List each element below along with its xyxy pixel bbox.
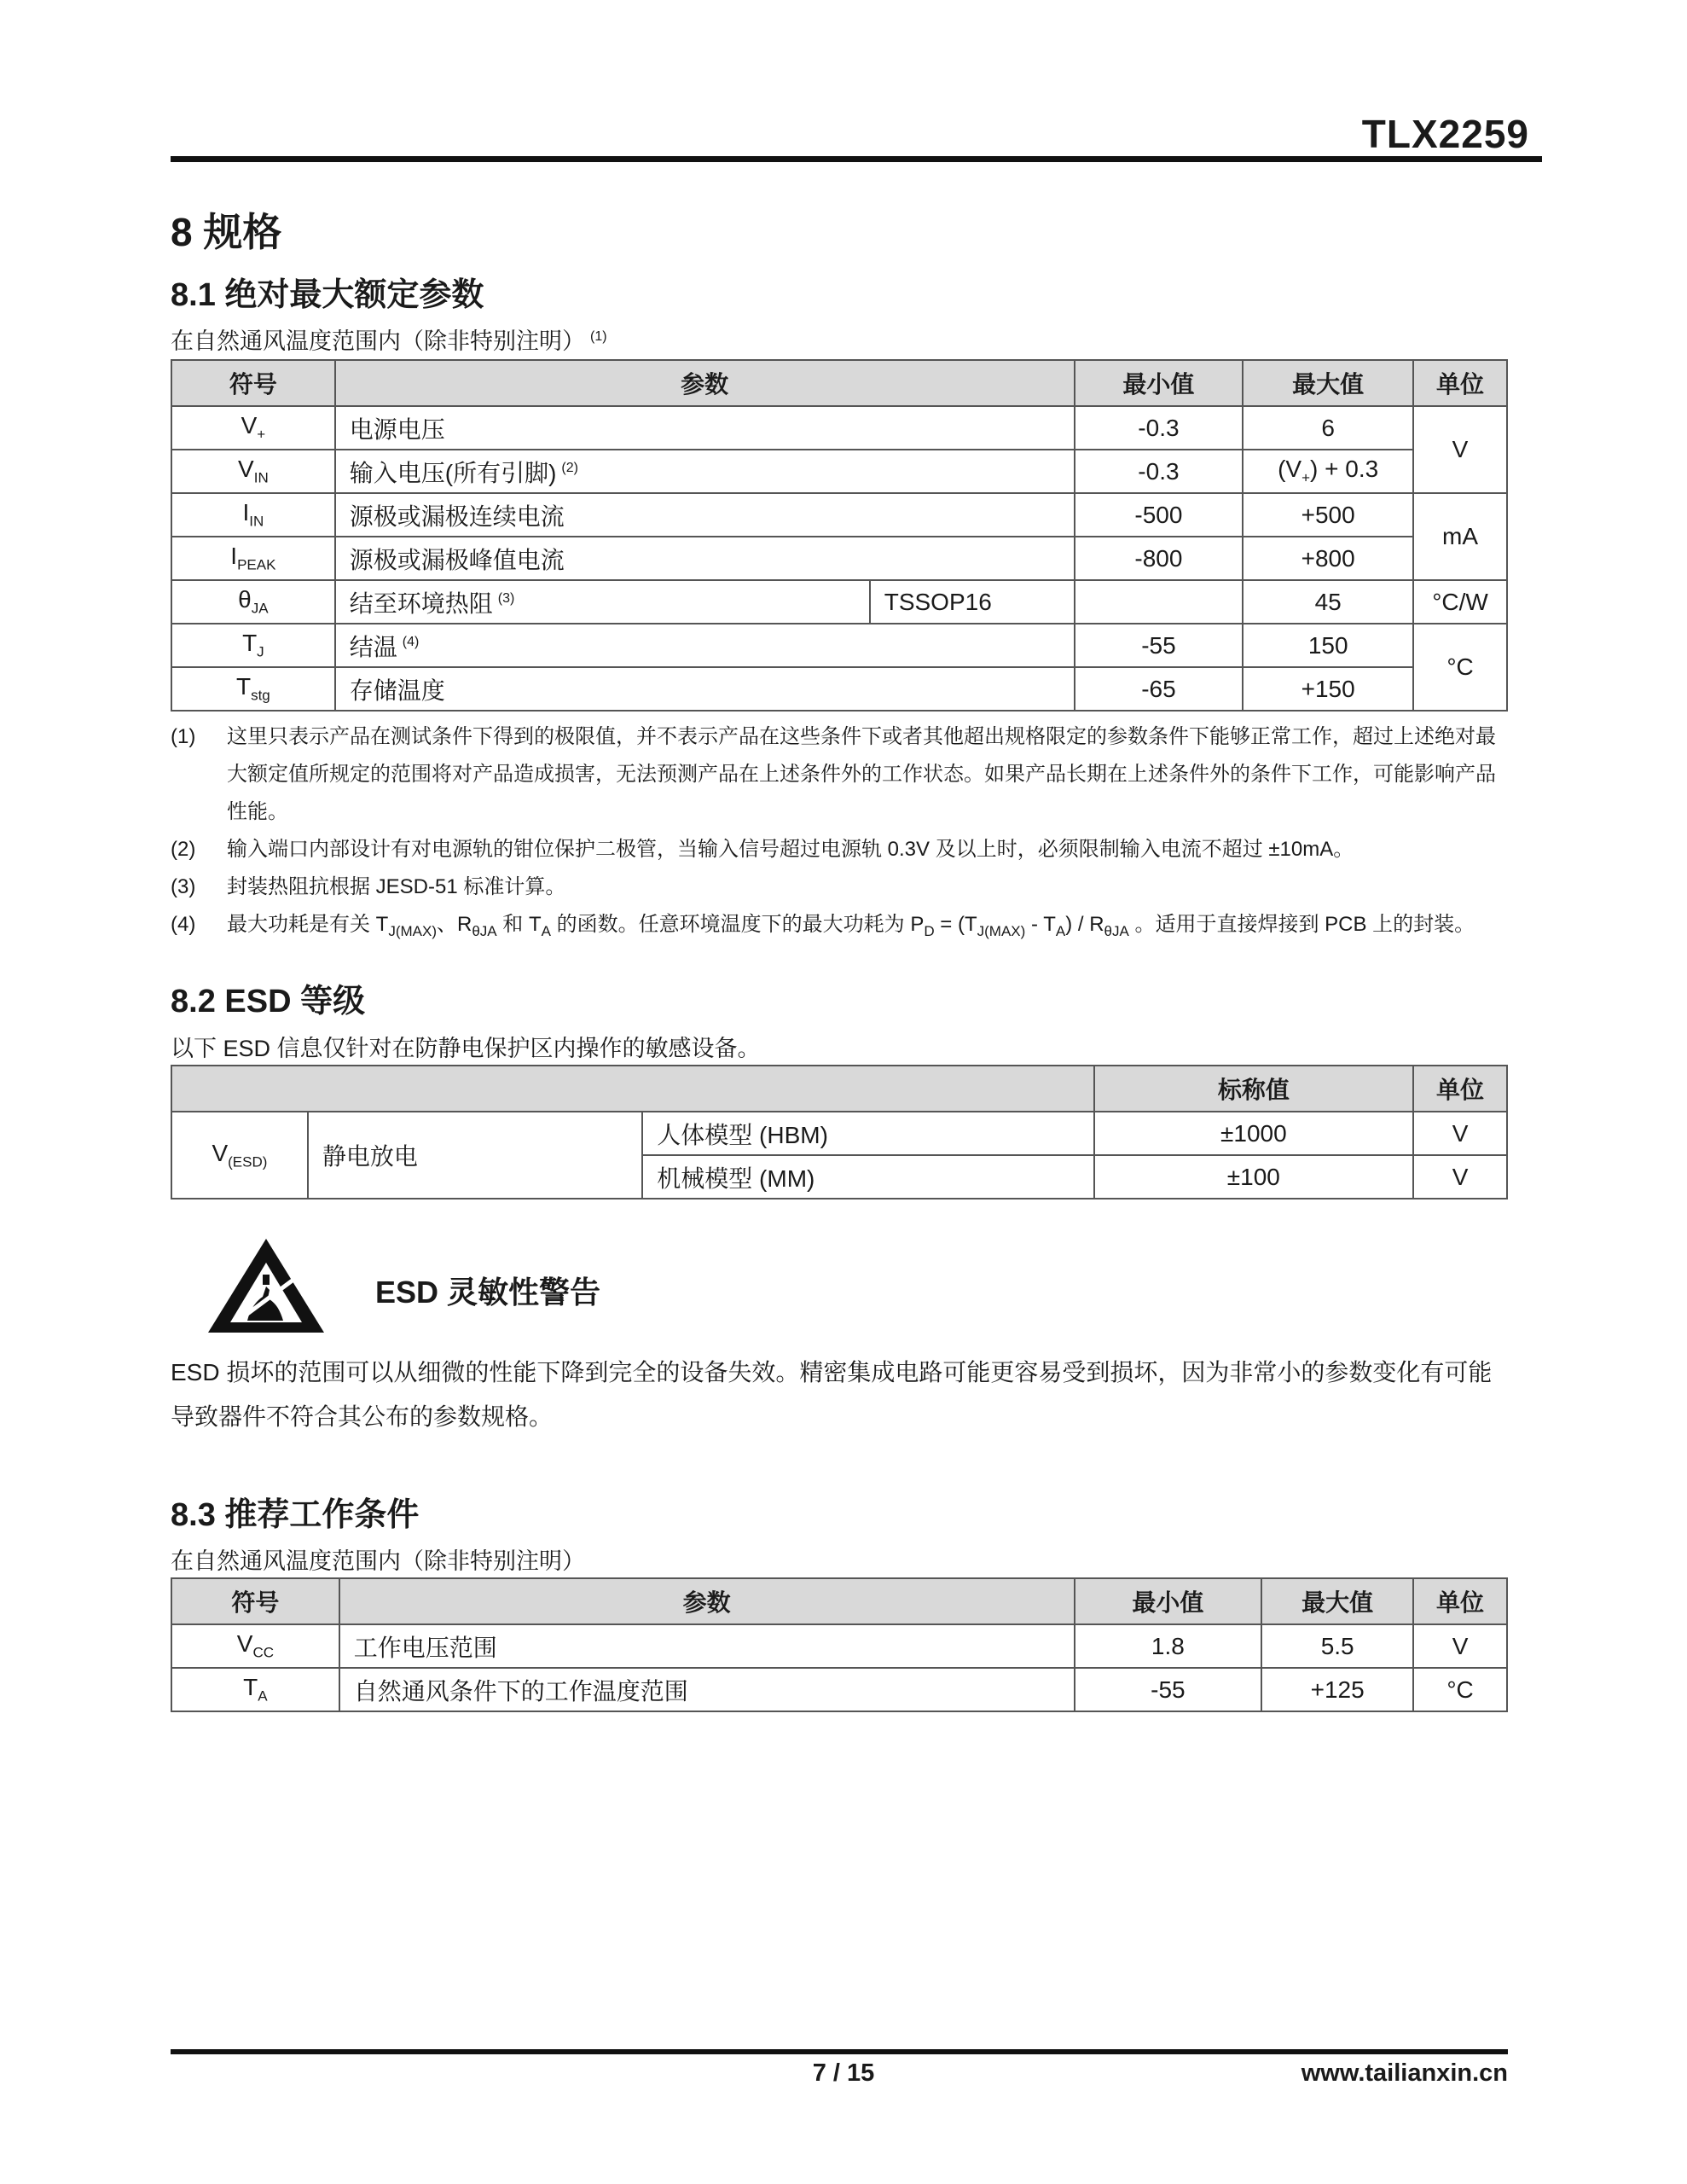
page-number: 7 / 15 [812,2059,875,2087]
header-symbol: 符号 [171,360,335,406]
table-row [171,537,1507,580]
table-header-row [171,1578,1507,1624]
symbol-cell: $V_+$ [171,406,335,450]
table-row [171,624,1507,667]
subsection-title-abs-max: 8.1 绝对最大额定参数 [171,277,484,313]
min-cell: -800 [1075,537,1244,580]
header-symbol: 符号 [171,1578,339,1624]
header-max: 最大值 [1243,360,1413,406]
symbol-cell: $T_{stg}$ [171,667,335,711]
symbol-cell: $\theta_{JA}$ [171,580,335,624]
recommended-table [171,1577,1508,1712]
header-unit: 单位 [1413,1066,1507,1112]
header-nominal: 标称值 [1094,1066,1414,1112]
symbol-cell: $V_{(ESD)}$ [171,1112,308,1199]
min-cell: -55 [1075,624,1244,667]
max-cell: +800 [1243,537,1413,580]
param-cell: 静电放电 [308,1112,642,1199]
unit-cell: °C [1413,624,1507,711]
abs-max-table [171,359,1508,712]
param-cell: 输入电压(所有引脚) $^{(2)}$ [335,450,1075,493]
subsection-title-esd: 8.2 ESD 等级 [171,984,366,1019]
footnotes [171,718,1508,950]
param-cell: 工作电压范围 [339,1624,1075,1668]
param-cell: 结温 $^{(4)}$ [335,624,1075,667]
section-title: 8 规格 [171,210,282,254]
max-cell: +500 [1243,493,1413,537]
unit-cell: °C/W [1413,580,1507,624]
table-row [171,406,1507,450]
table-header-row [171,360,1507,406]
max-cell: 150 [1243,624,1413,667]
table-row [171,667,1507,711]
max-cell: +125 [1261,1668,1413,1711]
footnote: (4) 最大功耗是有关 $T_{J(MAX)}$、$R_{\theta JA}$ 和 $T_A$ 的函数。任意环境温度下的最大功耗为 $P_D = (T_{J(MAX)} - T_A) / R_{\theta JA}$ 。适用于直接焊接到 PCB 上的封装。 [171,913,1475,939]
header-unit: 单位 [1413,1578,1507,1624]
table-row [171,580,1507,624]
param-cell: 结至环境热阻 $^{(3)}$ [335,580,870,624]
param-cell: 电源电压 [335,406,1075,450]
symbol-cell: $I_{IN}$ [171,493,335,537]
table-row [171,1624,1507,1668]
model-cell: 人体模型 (HBM) [642,1112,1093,1155]
header-blank [171,1066,1094,1112]
table-row [171,493,1507,537]
unit-cell: V [1413,1155,1507,1199]
param-cell: 自然通风条件下的工作温度范围 [339,1668,1075,1711]
esd-warning-icon [206,1237,326,1335]
document-id: TLX2259 [1361,112,1529,156]
symbol-cell: $I_{PEAK}$ [171,537,335,580]
header-param: 参数 [335,360,1075,406]
unit-cell: mA [1413,493,1507,580]
subsection-title-recommended: 8.3 推荐工作条件 [171,1497,420,1533]
footnote: (1) 这里只表示产品在测试条件下得到的极限值，并不表示产品在这些条件下或者其他超出规格限定的参数条件下能够正常工作，超过上述绝对最大额定值所规定的范围将对产品造成损害，无法预测产品在上述条件外的工作状态。如果产品长期在上述条件外的条件下工作，可能影响产品性能。 [171,725,1496,823]
max-cell: 5.5 [1261,1624,1413,1668]
min-cell: 1.8 [1075,1624,1262,1668]
max-cell: 6 [1243,406,1413,450]
header-min: 最小值 [1075,360,1244,406]
max-cell: +150 [1243,667,1413,711]
symbol-cell: $V_{CC}$ [171,1624,339,1668]
esd-warning-title: ESD 灵敏性警告 [375,1275,601,1310]
model-cell: 机械模型 (MM) [642,1155,1093,1199]
min-cell: -500 [1075,493,1244,537]
max-cell: 45 [1243,580,1413,624]
table-row [171,450,1507,493]
unit-cell: °C [1413,1668,1507,1711]
min-cell: -65 [1075,667,1244,711]
esd-caption: 以下 ESD 信息仅针对在防静电保护区内操作的敏感设备。 [171,1036,761,1061]
header-param: 参数 [339,1578,1075,1624]
unit-cell: V [1413,1112,1507,1155]
unit-cell: V [1413,1624,1507,1668]
footnote: (2) 输入端口内部设计有对电源轨的钳位保护二极管，当输入信号超过电源轨 0.3V 及以上时，必须限制输入电流不超过 ±10mA。 [171,838,1354,861]
min-cell: -0.3 [1075,406,1244,450]
package-cell: TSSOP16 [870,580,1075,624]
header-max: 最大值 [1261,1578,1413,1624]
min-cell: -0.3 [1075,450,1244,493]
min-cell [1075,580,1244,624]
symbol-cell: $V_{IN}$ [171,450,335,493]
param-cell: 存储温度 [335,667,1075,711]
header-min: 最小值 [1075,1578,1262,1624]
min-cell: -55 [1075,1668,1262,1711]
footnote: (3) 封装热阻抗根据 JESD-51 标准计算。 [171,875,566,898]
value-cell: ±100 [1094,1155,1414,1199]
esd-table [171,1065,1508,1199]
header-unit: 单位 [1413,360,1507,406]
table-header-row [171,1066,1507,1112]
max-cell: $(V_+) + 0.3$ [1243,450,1413,493]
footer-rule [171,2049,1508,2054]
header-rule [171,156,1542,162]
table-row [171,1112,1507,1155]
symbol-cell: $T_A$ [171,1668,339,1711]
param-cell: 源极或漏极连续电流 [335,493,1075,537]
unit-cell: V [1413,406,1507,493]
value-cell: ±1000 [1094,1112,1414,1155]
esd-warning-text: ESD 损坏的范围可以从细微的性能下降到完全的设备失效。精密集成电路可能更容易受到损坏，因为非常小的参数变化有可能导致器件不符合其公布的参数规格。 [171,1359,1493,1430]
abs-max-caption: 在自然通风温度范围内（除非特别注明） $^{(1)}$ [171,328,607,354]
param-cell: 源极或漏极峰值电流 [335,537,1075,580]
recommended-caption: 在自然通风温度范围内（除非特别注明） [171,1548,585,1574]
website-link[interactable]: www.tailianxin.cn [1301,2059,1508,2087]
table-row [171,1668,1507,1711]
symbol-cell: $T_J$ [171,624,335,667]
